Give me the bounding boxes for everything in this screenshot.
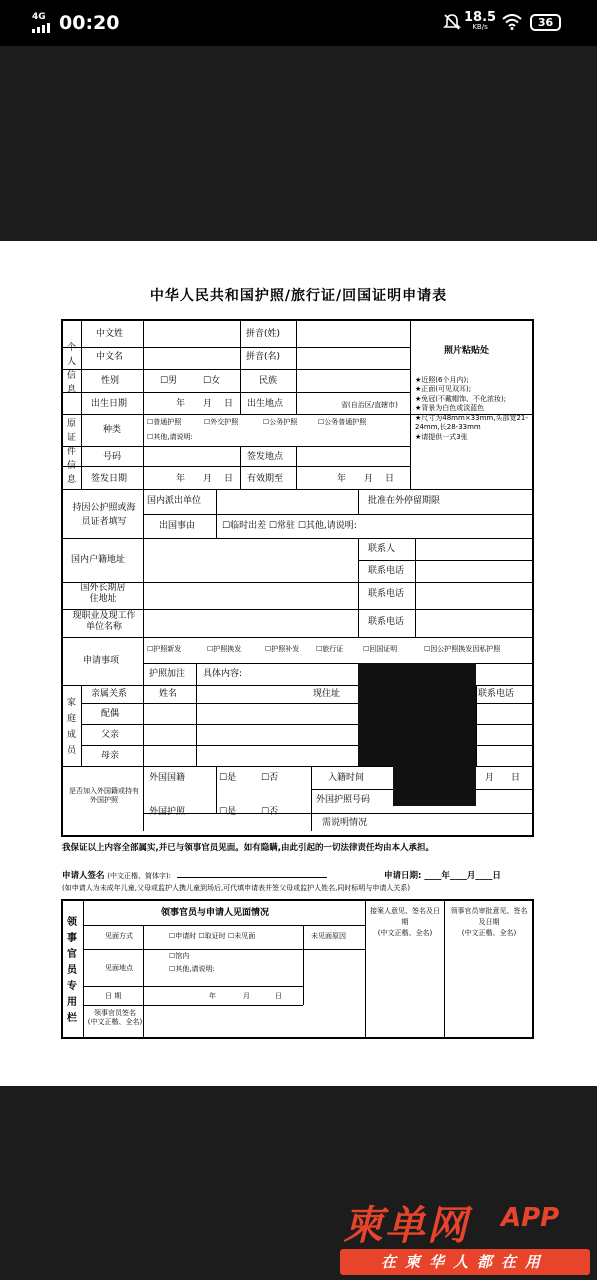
redaction-block [358,663,476,766]
label-meet-place: 见面地点 [105,964,133,972]
checkbox-return-certificate[interactable]: ☐回国证明 [363,645,398,653]
label-domestic-address: 国内户籍地址 [71,555,126,565]
watermark-app: APP [501,1203,560,1233]
label-foreign-nationality: 外国国籍 [149,773,186,783]
checkbox-passport-no[interactable]: ☐否 [261,807,279,817]
naturalization-month: 月 [485,773,495,783]
label-cert-type: 种类 [103,425,122,435]
meet-month: 月 [243,992,250,1000]
checkbox-female[interactable]: ☐女 [203,376,221,386]
photo-title: 照片粘贴处 [444,346,490,356]
issue-month: 月 [203,474,213,484]
valid-year: 年 [337,474,347,484]
receiver-opinion [369,906,441,940]
birth-day: 日 [224,399,234,409]
meet-year: 年 [209,992,216,1000]
label-endorsement-detail: 具体内容: [203,669,243,679]
birth-year: 年 [176,399,186,409]
label-issue-place: 签发地点 [247,452,284,462]
consular-officer-section [61,899,534,1039]
checkbox-travel-reason[interactable]: ☐临时出差 ☐常驻 ☐其他,请说明: [222,521,357,531]
network-speed: 18.5 KB/s [464,10,497,31]
label-signature: 申请人签名 [62,871,105,881]
photo-req-4: ★背景为白色或淡蓝色 [415,404,485,413]
checkbox-reissue-passport[interactable]: ☐护照补发 [265,645,300,653]
label-passport-endorsement: 护照加注 [149,669,186,679]
clock: 00:20 [59,12,120,34]
label-official-holder: 持因公护照或海员证者填写 [72,503,136,527]
checkbox-nationality-no[interactable]: ☐否 [261,773,279,783]
application-form [61,319,534,837]
section-family: 家庭成员 [67,698,77,756]
officer-sign-title: 领事官员签名 [94,1009,136,1017]
label-dispatch-unit: 国内派出单位 [147,496,202,506]
receiver-note: (中文正楷、全名) [377,929,433,938]
signature-note: (中文正楷、简体字): [107,872,172,880]
issue-day: 日 [224,474,234,484]
reviewer-note: (中文正楷、全名) [461,929,517,938]
checkbox-convert-passport[interactable]: ☐因公护照换发因私护照 [424,645,501,653]
label-birth-place: 出生地点 [247,399,284,409]
label-pinyin-given: 拼音(名) [246,352,281,362]
reviewer-opinion [449,906,529,940]
label-cert-number: 号码 [103,452,122,462]
label-application-items: 申请事项 [83,656,120,666]
label-family-address: 现住址 [313,689,341,699]
label-chinese-given: 中文名 [96,352,124,362]
label-issue-date: 签发日期 [91,474,128,484]
label-officer-signature [87,1009,143,1028]
application-date[interactable] [384,869,501,881]
photo-req-2: ★正面(可见双耳); [415,385,472,394]
redaction-block [393,766,476,806]
checkbox-public-ordinary-passport[interactable]: ☐公务普通护照 [318,418,367,426]
label-meet-date: 日 期 [105,992,122,1000]
checkbox-renew-passport[interactable]: ☐护照换发 [207,645,242,653]
wifi-icon [502,14,522,30]
photo-req-5: ★尺寸为48mm×33mm,头部宽21-24mm,长28-33mm [415,413,528,432]
checkbox-male[interactable]: ☐男 [160,376,178,386]
checkbox-new-passport[interactable]: ☐护照新发 [147,645,182,653]
label-application-date: 申请日期: [384,871,422,881]
label-foreign-passport: 外国护照 [149,807,186,817]
label-not-met-reason: 未见面原因 [311,932,346,940]
checkbox-travel-document[interactable]: ☐旅行证 [316,645,344,653]
label-father: 父亲 [101,730,120,740]
label-overseas-address: 国外长期居住地址 [80,583,126,605]
label-chinese-surname: 中文姓 [96,329,124,339]
label-foreign-passport-number: 外国护照号码 [316,795,371,805]
label-work-unit: 现职业及现工作单位名称 [72,611,136,633]
label-valid-until: 有效期至 [247,474,284,484]
signature-line [177,877,327,878]
section-consular-officer: 领事官员专用栏 [67,917,77,1024]
section-personal-info: 个人信息 [67,343,77,395]
issue-year: 年 [176,474,186,484]
label-explanation: 需说明情况 [322,818,368,828]
photo-req-1: ★近照(6个月内); [415,376,469,384]
label-relation: 亲属关系 [91,689,128,699]
guardian-note: (如申请人为未成年儿童,父母或监护人携儿童到场后,可代填申请表并签父母或监护人姓名,同时标明与申请人关系) [62,884,411,892]
watermark-slogan: 在柬华人都在用 [380,1253,549,1271]
declaration: 我保证以上内容全部属实,并已与领事官员见面。如有隐瞒,由此引起的一切法律责任均由本人承担。 [62,843,434,853]
province-note: 省(自治区/直辖市) [341,401,398,409]
valid-day: 日 [385,474,395,484]
checkbox-meet-method[interactable]: ☐申请时 ☐取证时 ☐未见面 [169,932,256,940]
label-meet-method: 见面方式 [105,932,133,940]
checkbox-service-passport[interactable]: ☐公务护照 [263,418,298,426]
checkbox-ordinary-passport[interactable]: ☐普通护照 [147,418,182,426]
checkbox-nationality-yes[interactable]: ☐是 [219,773,237,783]
signal-icon [32,23,52,33]
naturalization-day: 日 [511,773,521,783]
checkbox-other-place[interactable]: ☐其他,请说明: [169,965,215,973]
applicant-signature[interactable] [62,869,327,881]
label-contact-person: 联系人 [368,544,396,554]
label-ethnicity: 民族 [259,376,278,386]
checkbox-other-cert[interactable]: ☐其他,请说明: [147,433,193,441]
label-birth-date: 出生日期 [91,399,128,409]
checkbox-in-mission[interactable]: ☐馆内 [169,952,190,960]
label-pinyin-surname: 拼音(姓) [246,329,281,339]
officer-sign-note: (中文正楷、全名) [87,1018,143,1027]
label-spouse: 配偶 [101,709,120,719]
meet-day: 日 [275,992,282,1000]
label-gender: 性别 [101,376,120,386]
document-title: 中华人民共和国护照/旅行证/回国证明申请表 [149,288,448,304]
label-work-phone: 联系电话 [368,617,405,627]
meeting-title: 领事官员与申请人见面情况 [161,908,270,918]
watermark-brand: 柬单网 [343,1203,469,1249]
document-page[interactable] [0,241,597,1086]
network-type: 4G [32,12,46,22]
photo-req-3: ★免冠(不戴帽饰、不化浓妆); [415,394,507,403]
label-naturalization-time: 入籍时间 [328,773,365,783]
label-overseas-phone: 联系电话 [368,589,405,599]
label-mother: 母亲 [101,751,120,761]
receiver-title: 接案人意见、签名及日期 [370,907,440,927]
birth-month: 月 [203,399,213,409]
reviewer-title: 领事官员审批意见、签名及日期 [450,907,528,927]
section-original-cert: 原证件信息 [67,419,77,485]
label-travel-reason: 出国事由 [159,521,196,531]
label-family-name: 姓名 [159,689,178,699]
date-blank: ____年____月____日 [424,871,501,881]
photo-requirements [415,376,530,442]
battery-indicator: 36 [530,14,561,31]
viewer-background-top [0,46,597,241]
valid-month: 月 [364,474,374,484]
label-approved-stay: 批准在外停留期限 [368,496,441,506]
checkbox-passport-yes[interactable]: ☐是 [219,807,237,817]
status-bar [0,0,597,46]
checkbox-diplomatic-passport[interactable]: ☐外交护照 [204,418,239,426]
mute-bell-icon [443,13,461,31]
photo-req-6: ★请提供一式3张 [415,432,468,441]
label-contact-phone: 联系电话 [368,566,405,576]
label-foreign-status: 是否加入外国籍或持有外国护照 [69,787,139,805]
label-family-phone: 联系电话 [478,689,515,699]
